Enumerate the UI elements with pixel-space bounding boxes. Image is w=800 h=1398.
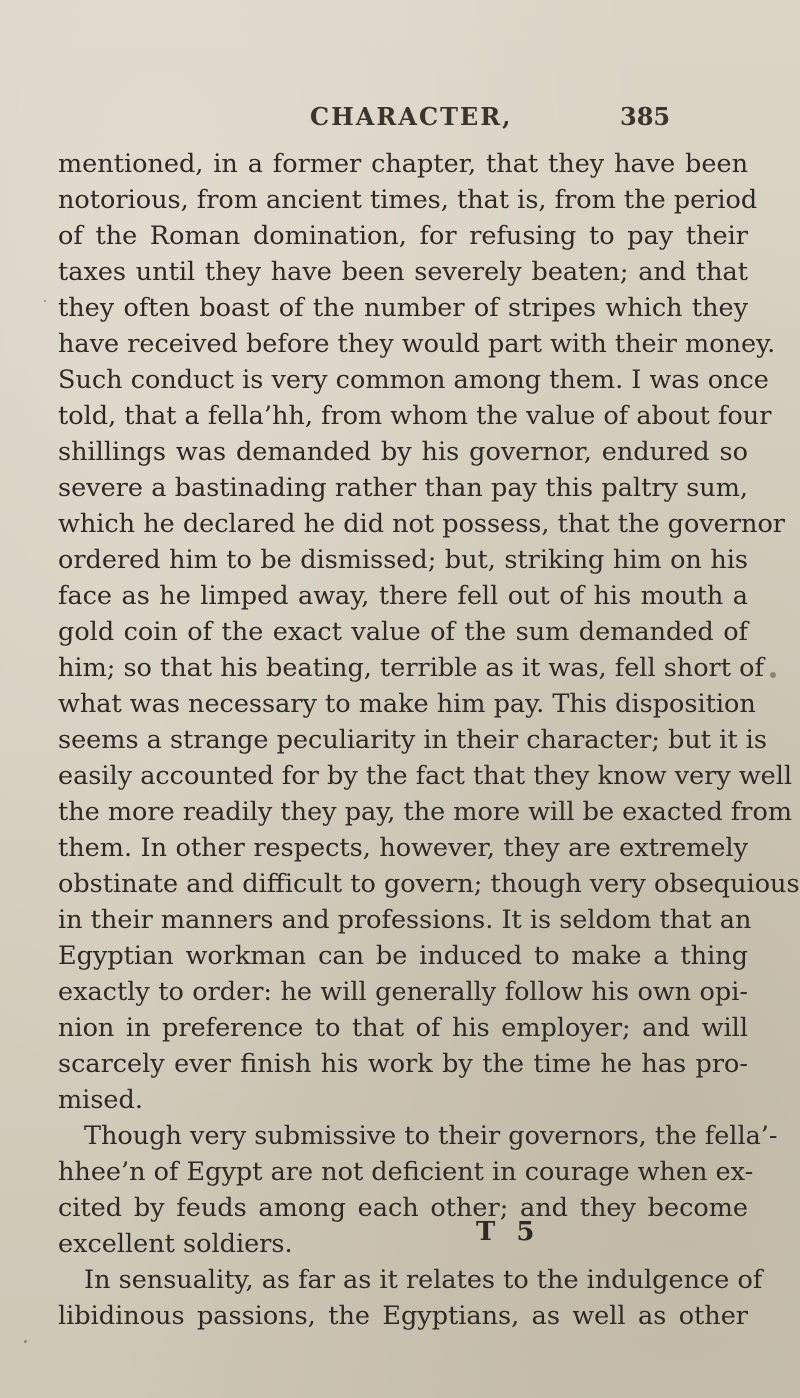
page-number: 385: [620, 102, 671, 131]
text-line: the more readily they pay, the more will be exacted from: [58, 797, 793, 827]
text-line: cited by feuds among each other; and they become: [58, 1193, 748, 1223]
text-line: Egyptian workman can be induced to make a thing: [58, 941, 748, 971]
text-line: have received before they would part with their money.: [58, 329, 776, 359]
text-line: shillings was demanded by his governor, endured so: [58, 437, 748, 467]
text-line: scarcely ever finish his work by the time he has pro-: [58, 1049, 748, 1079]
text-line: what was necessary to make him pay. This disposition: [58, 689, 756, 719]
text-line: which he declared he did not possess, that the governor: [58, 509, 785, 539]
signature-mark: T 5: [476, 1217, 541, 1247]
paper-speck: [44, 300, 46, 302]
text-line: told, that a fella’hh, from whom the value of about four: [58, 401, 772, 431]
text-line: severe a bastinading rather than pay this paltry sum,: [58, 473, 748, 503]
text-line: notorious, from ancient times, that is, from the period: [58, 185, 758, 215]
text-line: taxes until they have been severely beaten; and that: [58, 257, 748, 287]
text-line: hhee’n of Egypt are not deficient in courage when ex-: [58, 1157, 754, 1187]
text-line: Though very submissive to their governors, the fella’-: [84, 1121, 778, 1151]
text-line: nion in preference to that of his employer; and will: [58, 1013, 748, 1043]
text-line: seems a strange peculiarity in their character; but it is: [58, 725, 767, 755]
text-line: of the Roman domination, for refusing to pay their: [58, 221, 748, 251]
text-line: In sensuality, as far as it relates to the indulgence of: [84, 1265, 763, 1295]
text-line: they often boast of the number of stripes which they: [58, 293, 748, 323]
text-line: face as he limped away, there fell out of his mouth a: [58, 581, 748, 611]
text-line: excellent soldiers.: [58, 1229, 293, 1259]
text-line: ordered him to be dismissed; but, striking him on his: [58, 545, 748, 575]
text-line: them. In other respects, however, they are extremely: [58, 833, 748, 863]
text-line: Such conduct is very common among them. I was once: [58, 365, 769, 395]
text-line: libidinous passions, the Egyptians, as well as other: [58, 1301, 748, 1331]
text-line: exactly to order: he will generally follow his own opi-: [58, 977, 748, 1007]
text-line: in their manners and professions. It is seldom that an: [58, 905, 752, 935]
paper-speck: [24, 1340, 27, 1343]
page-header: [0, 102, 800, 142]
text-line: him; so that his beating, terrible as it was, fell short of: [58, 653, 764, 683]
body-text: [58, 146, 800, 1334]
text-line: mised.: [58, 1085, 143, 1115]
text-line: mentioned, in a former chapter, that they have been: [58, 149, 748, 179]
text-line: gold coin of the exact value of the sum demanded of: [58, 617, 748, 647]
text-line: easily accounted for by the fact that they know very well: [58, 761, 793, 791]
paper-speck: [770, 672, 776, 678]
running-head: CHARACTER,: [310, 102, 513, 131]
text-line: obstinate and difficult to govern; though very obsequious: [58, 869, 800, 899]
